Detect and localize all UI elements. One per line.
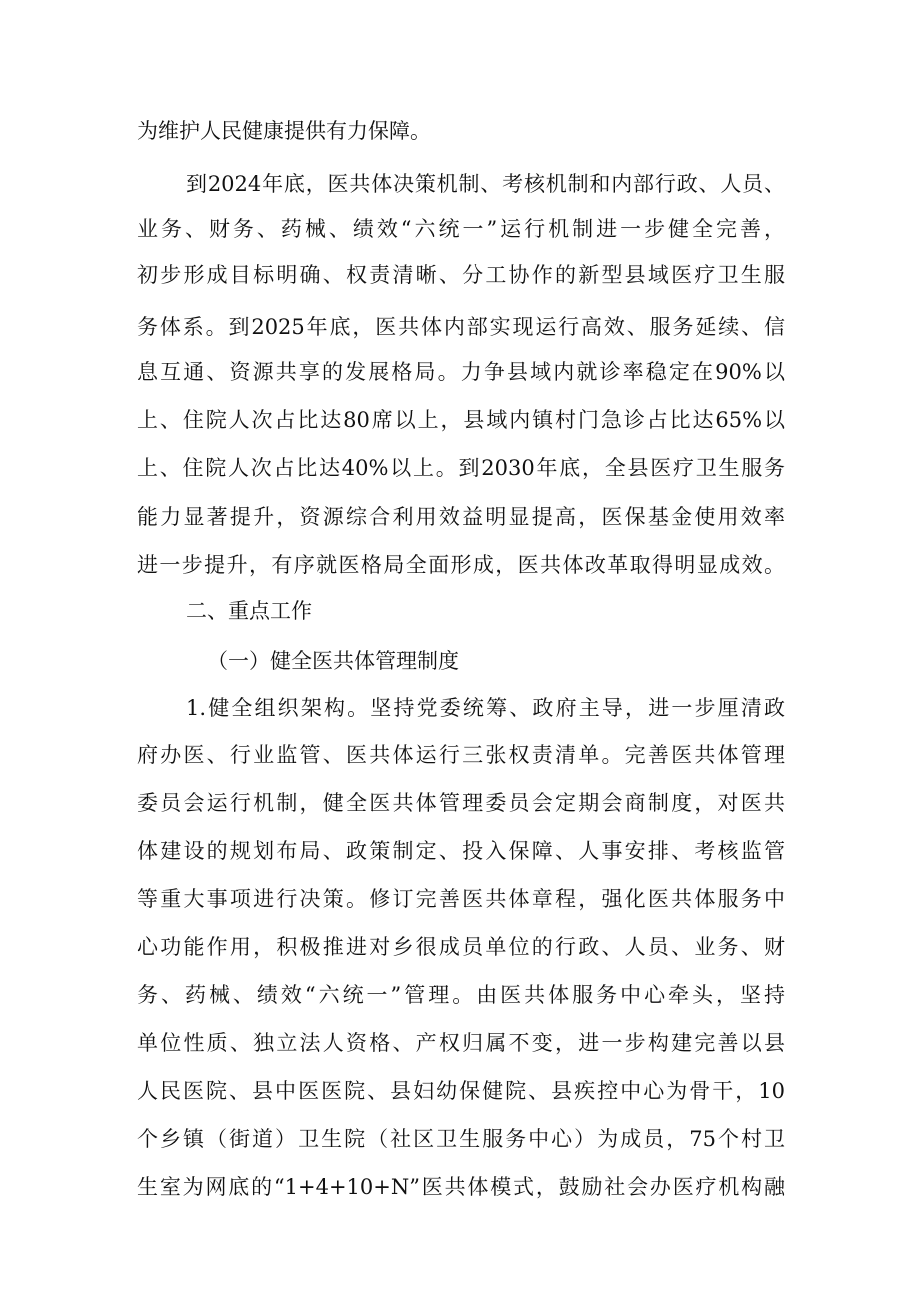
text-line: 进一步提升，有序就医格局全面形成，医共体改革取得明显成效。 — [137, 553, 785, 577]
text-line: 等重大事项进行决策。修订完善医共体章程，强化医共体服务中 — [137, 887, 785, 911]
text-line: 府办医、行业监管、医共体运行三张权责清单。完善医共体管理 — [137, 743, 785, 767]
text-line: 个乡镇（街道）卫生院（社区卫生服务中心）为成员，75个村卫 — [137, 1127, 785, 1151]
text-line: 上、住院人次占比达80席以上，县域内镇村门急诊占比达65%以 — [137, 408, 785, 432]
text-line: 上、住院人次占比达40%以上。到2030年底，全县医疗卫生服务 — [137, 456, 785, 480]
text-line: 生室为网底的“1+4+10+N”医共体模式，鼓励社会办医疗机构融 — [137, 1175, 785, 1199]
text-line: 单位性质、独立法人资格、产权归属不变，进一步构建完善以县 — [137, 1031, 785, 1055]
text-line: 人民医院、县中医医院、县妇幼保健院、县疾控中心为骨干，10 — [137, 1079, 785, 1103]
text-line: 体建设的规划布局、政策制定、投入保障、人事安排、考核监管 — [137, 839, 785, 863]
section-heading: 二、重点工作 — [186, 599, 312, 623]
text-line: 初步形成目标明确、权责清晰、分工协作的新型县域医疗卫生服 — [137, 263, 785, 287]
text-line: 为维护人民健康提供有力保障。 — [137, 119, 431, 143]
text-line: 业务、财务、药械、绩效“六统一”运行机制进一步健全完善， — [137, 217, 785, 241]
text-line: 到2024年底，医共体决策机制、考核机制和内部行政、人员、 — [186, 172, 785, 196]
text-line: 务体系。到2025年底，医共体内部实现运行高效、服务延续、信 — [137, 315, 785, 339]
text-line: 委员会运行机制，健全医共体管理委员会定期会商制度，对医共 — [137, 791, 785, 815]
subsection-heading: （一）健全医共体管理制度 — [207, 649, 459, 673]
text-line: 能力显著提升，资源综合利用效益明显提高，医保基金使用效率 — [137, 505, 785, 529]
text-line: 心功能作用，积极推进对乡很成员单位的行政、人员、业务、财 — [137, 935, 785, 959]
text-line: 1.健全组织架构。坚持党委统筹、政府主导，进一步厘清政 — [186, 696, 785, 720]
text-line: 务、药械、绩效“六统一”管理。由医共体服务中心牵头，坚持 — [137, 983, 785, 1007]
text-line: 息互通、资源共享的发展格局。力争县域内就诊率稳定在90%以 — [137, 360, 785, 384]
